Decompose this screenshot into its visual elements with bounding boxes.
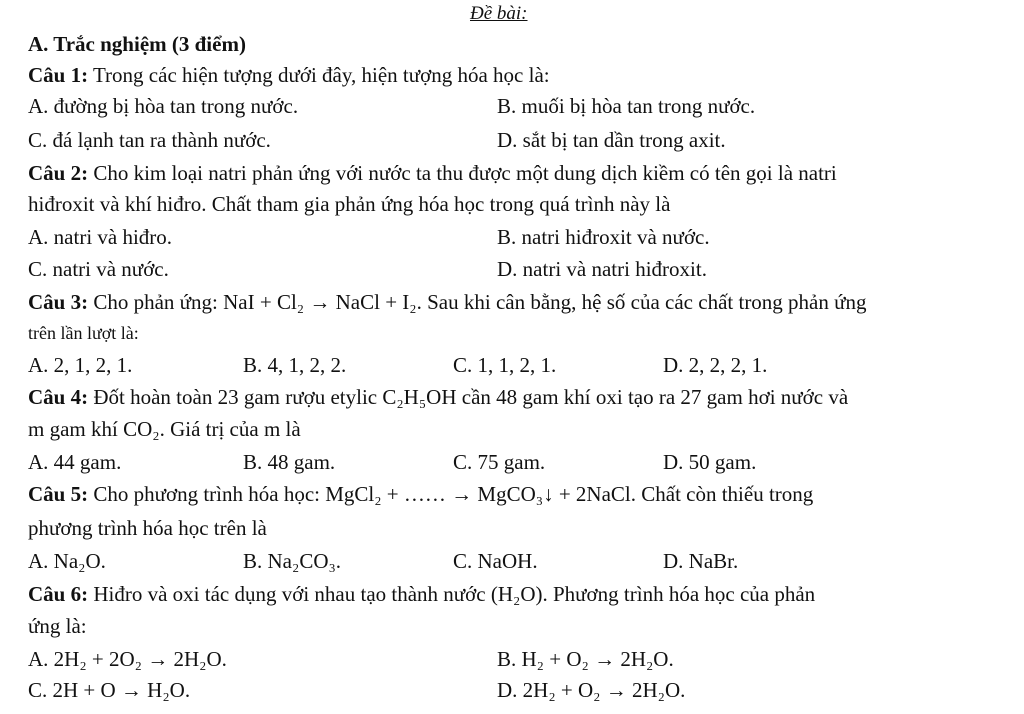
q2-option-b: B. natri hiđroxit và nước. [497,225,710,249]
question-5-label: Câu 5: [28,482,89,506]
page-title: Đề bài: [470,3,528,24]
question-3-label: Câu 3: [28,290,89,314]
question-1-label: Câu 1: [28,63,89,87]
question-3 [28,289,998,315]
q5-option-c: C. NaOH. [453,549,538,573]
q5-option-b: B. Na₂CO₃. [243,549,342,573]
q6-option-a: A. 2H₂ + 2O₂ → 2H₂O. [28,647,227,671]
question-4-label: Câu 4: [28,385,89,409]
section-heading: A. Trắc nghiệm (3 điểm) [28,32,246,56]
question-2-text-2: hiđroxit và khí hiđro. Chất tham gia phản ứng hóa học trong quá trình này là [28,192,671,216]
q1-option-d: D. sắt bị tan dần trong axit. [497,128,726,152]
question-6 [28,581,998,607]
question-6-text-1: Hiđro và oxi tác dụng với nhau tạo thành nước (H₂O). Phương trình hóa học của phản [88,582,816,606]
q1-option-a: A. đường bị hòa tan trong nước. [28,94,299,118]
question-2 [28,160,998,186]
q5-option-a: A. Na₂O. [28,549,106,573]
q2-option-c: C. natri và nước. [28,257,169,281]
q4-option-c: C. 75 gam. [453,450,546,474]
question-3-text-2: trên lần lượt là: [28,323,139,343]
q4-option-d: D. 50 gam. [663,450,757,474]
question-3-text-1: Cho phản ứng: NaI + Cl₂ → NaCl + I₂. Sau khi cân bằng, hệ số của các chất trong phản ứng [88,290,867,314]
q4-option-b: B. 48 gam. [243,450,336,474]
question-5 [28,481,998,507]
question-4 [28,384,998,410]
question-1 [28,62,998,88]
question-6-label: Câu 6: [28,582,89,606]
q4-option-a: A. 44 gam. [28,450,122,474]
q3-option-c: C. 1, 1, 2, 1. [453,353,557,377]
q6-option-b: B. H₂ + O₂ → 2H₂O. [497,647,674,671]
question-5-text-2: phương trình hóa học trên là [28,516,267,540]
question-6-text-2: ứng là: [28,614,87,638]
question-2-text-1: Cho kim loại natri phản ứng với nước ta thu được một dung dịch kiềm có tên gọi là natri [88,161,837,185]
question-1-text: Trong các hiện tượng dưới đây, hiện tượng hóa học là: [88,63,550,87]
q1-option-b: B. muối bị hòa tan trong nước. [497,94,756,118]
question-4-text-2: m gam khí CO₂. Giá trị của m là [28,417,301,441]
q3-option-d: D. 2, 2, 2, 1. [663,353,768,377]
q6-option-d: D. 2H₂ + O₂ → 2H₂O. [497,678,686,702]
q1-option-c: C. đá lạnh tan ra thành nước. [28,128,271,152]
question-4-text-1: Đốt hoàn toàn 23 gam rượu etylic C₂H₅OH cần 48 gam khí oxi tạo ra 27 gam hơi nước và [88,385,849,409]
q2-option-a: A. natri và hiđro. [28,225,173,249]
q6-option-c: C. 2H + O → H₂O. [28,678,191,702]
q3-option-a: A. 2, 1, 2, 1. [28,353,133,377]
q2-option-d: D. natri và natri hiđroxit. [497,257,707,281]
question-5-text-1: Cho phương trình hóa học: MgCl₂ + …… → MgCO₃↓ + 2NaCl. Chất còn thiếu trong [88,482,814,506]
q5-option-d: D. NaBr. [663,549,739,573]
q3-option-b: B. 4, 1, 2, 2. [243,353,347,377]
question-2-label: Câu 2: [28,161,89,185]
